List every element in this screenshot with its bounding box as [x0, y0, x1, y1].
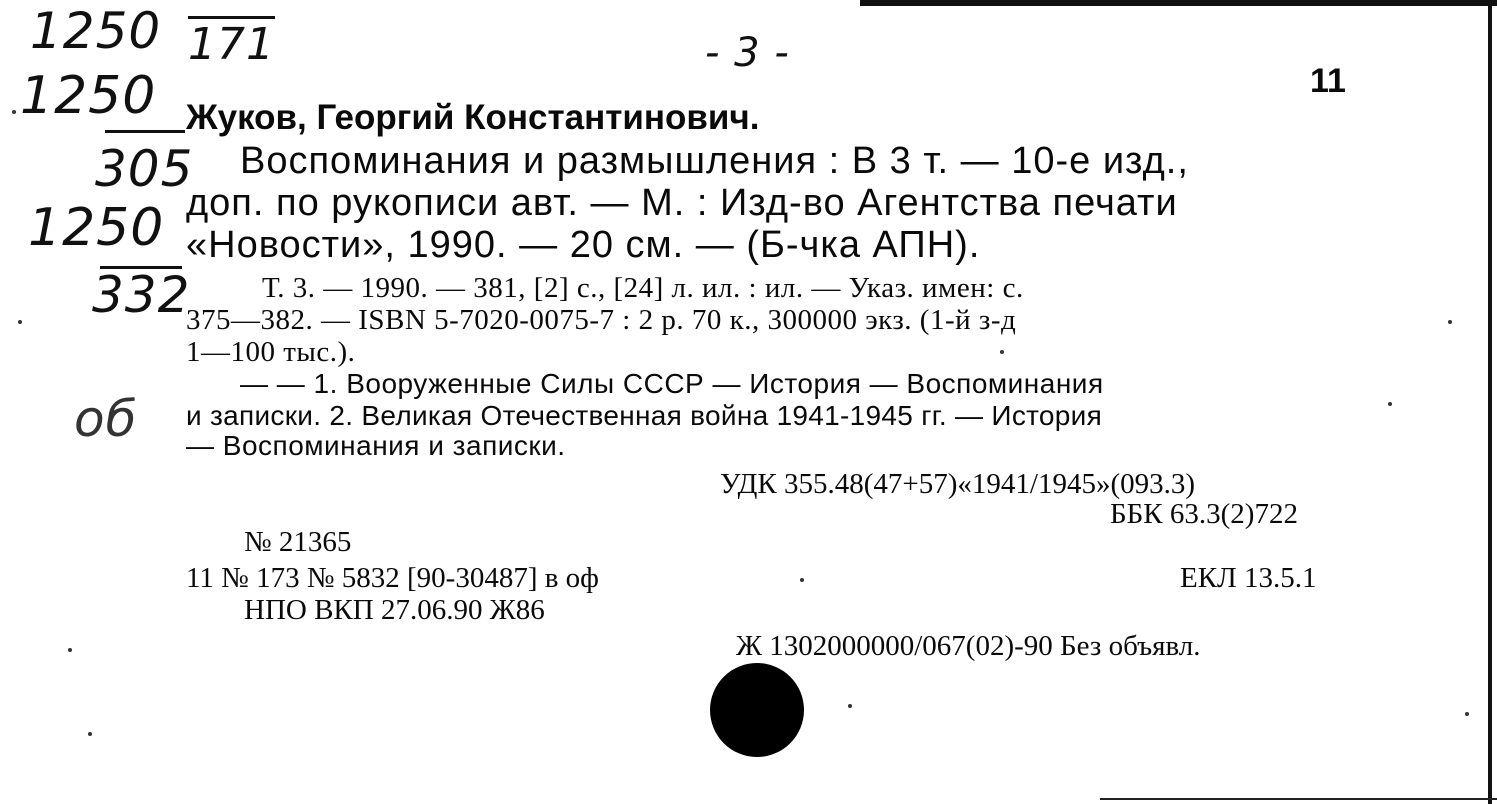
subject-line-3: — Воспоминания и записки.: [186, 430, 566, 461]
speck: [1388, 402, 1392, 406]
volume-line-2: 375—382. — ISBN 5-7020-0075-7 : 2 р. 70 к., 300000 экз. (1-й з-д: [186, 304, 1017, 336]
speck: [800, 578, 804, 582]
npo-info: НПО ВКП 27.06.90 Ж86: [244, 594, 545, 626]
price-code: Ж 1302000000/067(02)-90 Без объявл.: [736, 630, 1201, 662]
handwritten-page-mark: - 3 -: [705, 30, 790, 76]
title-line-2: доп. по рукописи авт. — М. : Изд-во Агентства печати: [186, 182, 1178, 224]
handwritten-code-top-2: 171: [188, 16, 275, 70]
card-right-edge: [1488, 0, 1492, 804]
volume-line-3: 1—100 тыс.).: [186, 336, 356, 368]
speck: [1000, 350, 1004, 354]
volume-line-1: Т. 3. — 1990. — 381, [2] с., [24] л. ил. : ил. — Указ. имен: с.: [262, 272, 1024, 304]
speck: [18, 320, 22, 324]
speck: [68, 648, 72, 652]
subject-line-2: и записки. 2. Великая Отечественная война 1941-1945 гг. — История: [186, 400, 1103, 431]
card-punch-hole: [710, 663, 804, 757]
card-top-edge: [860, 0, 1497, 6]
author-heading: Жуков, Георгий Константинович.: [186, 98, 760, 137]
speck: [12, 110, 16, 114]
handwritten-underline-1: [105, 130, 185, 133]
speck: [1448, 320, 1452, 324]
title-line-1: Воспоминания и размышления : В 3 т. — 10-е изд.,: [240, 140, 1189, 182]
ekl-code: ЕКЛ 13.5.1: [1180, 562, 1317, 594]
subject-line-1: — — 1. Вооруженные Силы СССР — История — Воспоминания: [240, 368, 1104, 399]
udk-code: УДК 355.48(47+57)«1941/1945»(093.3): [720, 468, 1196, 500]
card-number: 11: [1310, 62, 1346, 100]
order-number: № 21365: [244, 526, 352, 558]
handwritten-code-3: 1250: [28, 198, 165, 258]
handwritten-stamp-mark: об: [74, 390, 138, 448]
title-line-3: «Новости», 1990. — 20 см. — (Б-чка АПН).: [186, 224, 981, 266]
handwritten-code-1: 1250: [20, 66, 157, 126]
handwritten-code-2: 305: [95, 140, 194, 198]
handwritten-code-top: 1250: [30, 2, 162, 60]
print-info: 11 № 173 № 5832 [90-30487] в оф: [186, 562, 599, 594]
card-bottom-edge: [1100, 798, 1497, 800]
bbk-code: ББК 63.3(2)722: [1110, 498, 1298, 530]
speck: [848, 704, 852, 708]
speck: [88, 732, 92, 736]
speck: [1465, 712, 1469, 716]
handwritten-code-4: 332: [92, 266, 191, 324]
